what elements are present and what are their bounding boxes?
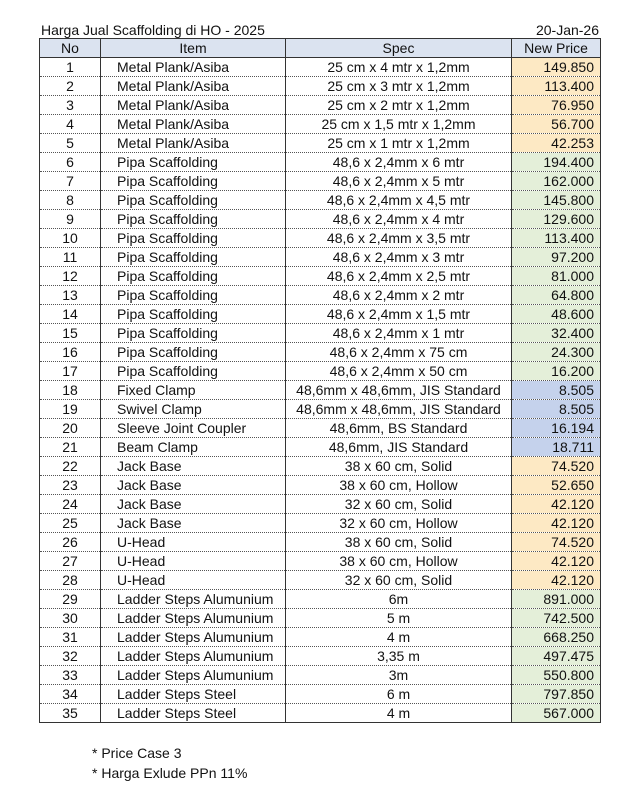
cell-price: 668.250 — [512, 628, 601, 647]
table-row — [40, 400, 601, 419]
cell-spec: 32 x 60 cm, Solid — [286, 495, 512, 514]
cell-no: 3 — [40, 96, 101, 115]
cell-no: 31 — [40, 628, 101, 647]
cell-spec: 48,6mm, JIS Standard — [286, 438, 512, 457]
cell-item: Jack Base — [101, 476, 286, 495]
cell-no: 10 — [40, 229, 101, 248]
table-row — [40, 609, 601, 628]
cell-item: Swivel Clamp — [101, 400, 286, 419]
cell-no: 25 — [40, 514, 101, 533]
cell-item: Metal Plank/Asiba — [101, 58, 286, 77]
cell-item: Metal Plank/Asiba — [101, 96, 286, 115]
cell-price: 145.800 — [512, 191, 601, 210]
cell-spec: 32 x 60 cm, Solid — [286, 571, 512, 590]
cell-no: 33 — [40, 666, 101, 685]
column-header-spec: Spec — [286, 39, 512, 58]
cell-item: Metal Plank/Asiba — [101, 77, 286, 96]
cell-item: Sleeve Joint Coupler — [101, 419, 286, 438]
cell-spec: 48,6 x 2,4mm x 4 mtr — [286, 210, 512, 229]
cell-no: 34 — [40, 685, 101, 704]
table-row — [40, 58, 601, 77]
cell-price: 550.800 — [512, 666, 601, 685]
cell-item: Pipa Scaffolding — [101, 191, 286, 210]
cell-price: 891.000 — [512, 590, 601, 609]
cell-item: Fixed Clamp — [101, 381, 286, 400]
cell-price: 113.400 — [512, 229, 601, 248]
cell-item: U-Head — [101, 571, 286, 590]
cell-price: 24.300 — [512, 343, 601, 362]
cell-no: 9 — [40, 210, 101, 229]
cell-no: 23 — [40, 476, 101, 495]
cell-spec: 3,35 m — [286, 647, 512, 666]
cell-price: 162.000 — [512, 172, 601, 191]
cell-no: 29 — [40, 590, 101, 609]
cell-price: 42.253 — [512, 134, 601, 153]
cell-price: 567.000 — [512, 704, 601, 723]
cell-price: 149.850 — [512, 58, 601, 77]
table-row — [40, 77, 601, 96]
cell-no: 8 — [40, 191, 101, 210]
cell-no: 20 — [40, 419, 101, 438]
table-body — [40, 58, 601, 723]
cell-spec: 38 x 60 cm, Hollow — [286, 552, 512, 571]
footnote-tax: * Harga Exlude PPn 11% — [92, 765, 248, 781]
footnotes — [92, 743, 247, 783]
table-row — [40, 324, 601, 343]
cell-spec: 3m — [286, 666, 512, 685]
cell-spec: 38 x 60 cm, Solid — [286, 457, 512, 476]
cell-price: 52.650 — [512, 476, 601, 495]
cell-spec: 4 m — [286, 628, 512, 647]
cell-item: U-Head — [101, 552, 286, 571]
table-row — [40, 286, 601, 305]
cell-spec: 38 x 60 cm, Hollow — [286, 476, 512, 495]
cell-price: 56.700 — [512, 115, 601, 134]
cell-spec: 4 m — [286, 704, 512, 723]
cell-spec: 48,6mm, BS Standard — [286, 419, 512, 438]
cell-price: 42.120 — [512, 552, 601, 571]
price-table — [39, 38, 601, 723]
cell-price: 81.000 — [512, 267, 601, 286]
cell-no: 18 — [40, 381, 101, 400]
cell-price: 42.120 — [512, 514, 601, 533]
cell-no: 4 — [40, 115, 101, 134]
cell-item: Pipa Scaffolding — [101, 153, 286, 172]
cell-no: 1 — [40, 58, 101, 77]
cell-item: Ladder Steps Steel — [101, 685, 286, 704]
cell-spec: 38 x 60 cm, Solid — [286, 533, 512, 552]
cell-spec: 48,6 x 2,4mm x 2,5 mtr — [286, 267, 512, 286]
cell-spec: 48,6 x 2,4mm x 1,5 mtr — [286, 305, 512, 324]
cell-item: Beam Clamp — [101, 438, 286, 457]
table-row — [40, 552, 601, 571]
table-row — [40, 495, 601, 514]
footnote-price-case: * Price Case 3 — [92, 745, 182, 761]
cell-price: 48.600 — [512, 305, 601, 324]
cell-spec: 48,6mm x 48,6mm, JIS Standard — [286, 400, 512, 419]
cell-item: Jack Base — [101, 514, 286, 533]
cell-item: Pipa Scaffolding — [101, 210, 286, 229]
cell-no: 16 — [40, 343, 101, 362]
cell-spec: 25 cm x 2 mtr x 1,2mm — [286, 96, 512, 115]
cell-price: 113.400 — [512, 77, 601, 96]
cell-price: 797.850 — [512, 685, 601, 704]
table-row — [40, 571, 601, 590]
cell-price: 74.520 — [512, 533, 601, 552]
cell-item: Metal Plank/Asiba — [101, 115, 286, 134]
cell-price: 16.200 — [512, 362, 601, 381]
cell-no: 17 — [40, 362, 101, 381]
column-header-no: No — [40, 39, 101, 58]
cell-no: 5 — [40, 134, 101, 153]
cell-price: 97.200 — [512, 248, 601, 267]
cell-no: 24 — [40, 495, 101, 514]
table-row — [40, 647, 601, 666]
cell-item: Pipa Scaffolding — [101, 343, 286, 362]
table-row — [40, 343, 601, 362]
table-row — [40, 438, 601, 457]
column-header-item: Item — [101, 39, 286, 58]
table-row — [40, 134, 601, 153]
cell-spec: 48,6 x 2,4mm x 4,5 mtr — [286, 191, 512, 210]
cell-price: 42.120 — [512, 571, 601, 590]
cell-no: 35 — [40, 704, 101, 723]
sheet-title: Harga Jual Scaffolding di HO - 2025 — [41, 22, 265, 38]
table-row — [40, 533, 601, 552]
cell-no: 13 — [40, 286, 101, 305]
cell-spec: 48,6 x 2,4mm x 1 mtr — [286, 324, 512, 343]
cell-item: Pipa Scaffolding — [101, 248, 286, 267]
cell-spec: 48,6 x 2,4mm x 50 cm — [286, 362, 512, 381]
cell-item: U-Head — [101, 533, 286, 552]
cell-item: Pipa Scaffolding — [101, 286, 286, 305]
cell-item: Ladder Steps Alumunium — [101, 590, 286, 609]
table-row — [40, 172, 601, 191]
cell-item: Jack Base — [101, 495, 286, 514]
table-row — [40, 514, 601, 533]
cell-spec: 25 cm x 1,5 mtr x 1,2mm — [286, 115, 512, 134]
cell-spec: 5 m — [286, 609, 512, 628]
cell-no: 21 — [40, 438, 101, 457]
cell-spec: 6 m — [286, 685, 512, 704]
cell-price: 74.520 — [512, 457, 601, 476]
cell-price: 8.505 — [512, 381, 601, 400]
cell-no: 11 — [40, 248, 101, 267]
cell-no: 32 — [40, 647, 101, 666]
table-row — [40, 419, 601, 438]
cell-item: Pipa Scaffolding — [101, 172, 286, 191]
sheet-date: 20-Jan-26 — [535, 22, 599, 38]
cell-item: Jack Base — [101, 457, 286, 476]
table-row — [40, 248, 601, 267]
cell-price: 32.400 — [512, 324, 601, 343]
cell-no: 2 — [40, 77, 101, 96]
table-row — [40, 191, 601, 210]
table-row — [40, 476, 601, 495]
cell-item: Pipa Scaffolding — [101, 362, 286, 381]
cell-spec: 48,6 x 2,4mm x 75 cm — [286, 343, 512, 362]
cell-price: 64.800 — [512, 286, 601, 305]
table-row — [40, 362, 601, 381]
cell-item: Pipa Scaffolding — [101, 267, 286, 286]
table-row — [40, 685, 601, 704]
cell-no: 6 — [40, 153, 101, 172]
cell-item: Pipa Scaffolding — [101, 305, 286, 324]
cell-spec: 6m — [286, 590, 512, 609]
cell-no: 14 — [40, 305, 101, 324]
cell-price: 18.711 — [512, 438, 601, 457]
cell-spec: 48,6 x 2,4mm x 5 mtr — [286, 172, 512, 191]
table-header-row — [40, 39, 601, 58]
cell-no: 22 — [40, 457, 101, 476]
cell-price: 194.400 — [512, 153, 601, 172]
cell-price: 42.120 — [512, 495, 601, 514]
cell-spec: 48,6 x 2,4mm x 3,5 mtr — [286, 229, 512, 248]
cell-price: 8.505 — [512, 400, 601, 419]
cell-no: 15 — [40, 324, 101, 343]
cell-price: 16.194 — [512, 419, 601, 438]
table-row — [40, 210, 601, 229]
cell-spec: 48,6 x 2,4mm x 6 mtr — [286, 153, 512, 172]
cell-item: Pipa Scaffolding — [101, 324, 286, 343]
cell-price: 742.500 — [512, 609, 601, 628]
table-row — [40, 457, 601, 476]
cell-spec: 25 cm x 1 mtr x 1,2mm — [286, 134, 512, 153]
cell-price: 129.600 — [512, 210, 601, 229]
table-row — [40, 115, 601, 134]
cell-spec: 32 x 60 cm, Hollow — [286, 514, 512, 533]
table-row — [40, 381, 601, 400]
cell-item: Ladder Steps Alumunium — [101, 647, 286, 666]
table-row — [40, 666, 601, 685]
table-row — [40, 590, 601, 609]
cell-no: 19 — [40, 400, 101, 419]
cell-item: Pipa Scaffolding — [101, 229, 286, 248]
table-row — [40, 267, 601, 286]
cell-no: 12 — [40, 267, 101, 286]
cell-item: Metal Plank/Asiba — [101, 134, 286, 153]
cell-spec: 48,6 x 2,4mm x 3 mtr — [286, 248, 512, 267]
table-row — [40, 628, 601, 647]
cell-spec: 25 cm x 4 mtr x 1,2mm — [286, 58, 512, 77]
cell-spec: 48,6 x 2,4mm x 2 mtr — [286, 286, 512, 305]
cell-no: 7 — [40, 172, 101, 191]
table-row — [40, 96, 601, 115]
cell-no: 26 — [40, 533, 101, 552]
cell-price: 497.475 — [512, 647, 601, 666]
cell-no: 27 — [40, 552, 101, 571]
table-row — [40, 704, 601, 723]
table-row — [40, 153, 601, 172]
cell-no: 28 — [40, 571, 101, 590]
table-row — [40, 229, 601, 248]
cell-item: Ladder Steps Alumunium — [101, 609, 286, 628]
cell-item: Ladder Steps Steel — [101, 704, 286, 723]
cell-spec: 25 cm x 3 mtr x 1,2mm — [286, 77, 512, 96]
cell-item: Ladder Steps Alumunium — [101, 666, 286, 685]
column-header-new-price: New Price — [512, 39, 601, 58]
cell-spec: 48,6mm x 48,6mm, JIS Standard — [286, 381, 512, 400]
table-row — [40, 305, 601, 324]
cell-no: 30 — [40, 609, 101, 628]
cell-item: Ladder Steps Alumunium — [101, 628, 286, 647]
cell-price: 76.950 — [512, 96, 601, 115]
